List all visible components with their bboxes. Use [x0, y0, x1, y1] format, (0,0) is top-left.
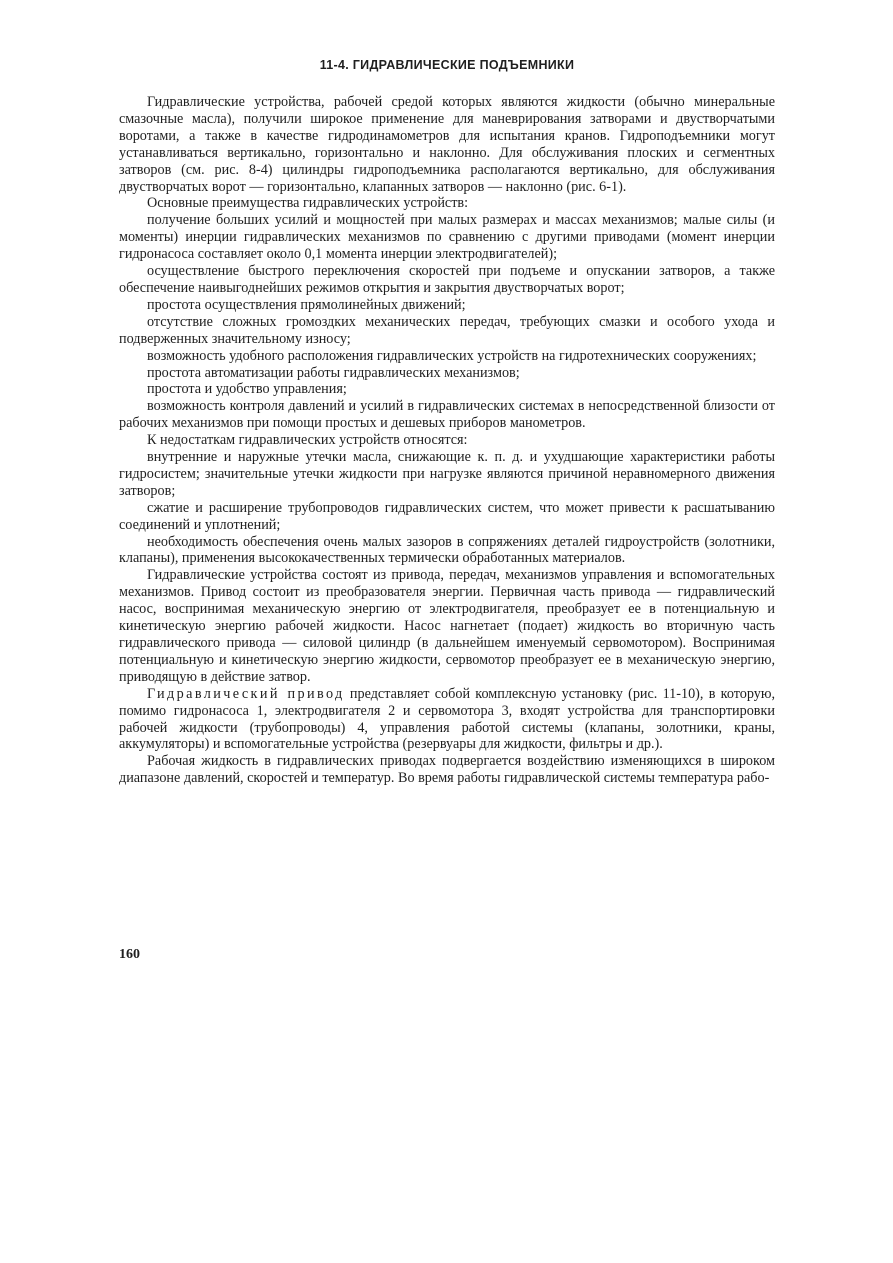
drive-paragraph-text: представляет собой комплексную установку (рис. 11-10), в которую, помимо гидронасоса 1, электродвигателя 2 и сервомотора 3, входят устройства для транспортировки рабочей жидкости (трубопроводы) 4, управления работой системы (клапаны, золотники, краны, аккумуляторы) и вспомогательные устройства (резервуары для жидкости, фильтры и др.). [119, 685, 775, 753]
paragraph: Основные преимущества гидравлических устройств: [147, 195, 469, 212]
list-item: сжатие и расширение трубопроводов гидравлических систем, что может привести к расшатыванию соединений и уплотнений; [119, 499, 775, 533]
list-item: получение больших усилий и мощностей при малых размерах и массах механизмов; малые силы (и моменты) инерции гидравлических механизмов по сравнению с другими приводами (момент инерции гидронасоса составляет около 0,1 момента инерции электродвигателей); [119, 212, 775, 263]
page-number: 160 [119, 947, 140, 962]
drive-paragraph [119, 686, 775, 754]
paragraph: Гидравлические устройства состоят из привода, передач, механизмов управления и вспомогательных механизмов. Привод состоит из преобразователя энергии. Первичная часть привода — гидравлический насос, воспринимая механическую энергию от электродвигателя, преобразует ее в потенциальную и кинетическую энергию рабочей жидкости. Насос нагнетает (подает) жидкость во вторичную часть гидравлического привода — силовой цилиндр (в дальнейшем именуемый сервомотором). Воспринимая потенциальную и кинетическую энергию жидкости, сервомотор преобразует ее в механическую энергию, приводящую в действие затвор. [119, 567, 775, 685]
section-heading: 11-4. ГИДРАВЛИЧЕСКИЕ ПОДЪЕМНИКИ [319, 58, 575, 72]
paragraph: Гидравлические устройства, рабочей средой которых являются жидкости (обычно минеральные смазочные масла), получили широкое применение для маневрирования затворами и двустворчатыми воротами, а также в качестве гидродинамометров для испытания кранов. Гидроподъемники могут устанавливаться вертикально, горизонтально и наклонно. Для обслуживания плоских и сегментных затворов (см. рис. 8-4) цилиндры гидроподъемника располагаются вертикально, для обслуживания двустворчатых ворот — горизонтально, клапанных затворов — наклонно (рис. 6-1). [119, 94, 775, 195]
paragraph: Рабочая жидкость в гидравлических приводах подвергается воздействию изменяющихся в широком диапазоне давлений, скоростей и температур. Во время работы гидравлической системы температура рабо- [119, 753, 775, 787]
list-item: внутренние и наружные утечки масла, снижающие к. п. д. и ухудшающие характеристики работы гидросистем; значительные утечки жидкости при нагрузке являются причиной неравномерного движения затворов; [119, 449, 775, 499]
list-item: отсутствие сложных громоздких механических передач, требующих смазки и особого ухода и подверженных значительному износу; [119, 313, 775, 347]
list-item: необходимость обеспечения очень малых зазоров в сопряжениях деталей гидроустройств (золотники, клапаны), применения высококачественных термически обработанных материалов. [119, 533, 775, 567]
list-item: осуществление быстрого переключения скоростей при подъеме и опускании затворов, а также обеспечение наивыгоднейших режимов открытия и закрытия двустворчатых ворот; [119, 263, 775, 296]
paragraph: К недостаткам гидравлических устройств относятся: [147, 432, 468, 449]
body-text [119, 94, 775, 787]
spaced-term: Гидравлический привод [147, 685, 345, 702]
list-item: простота осуществления прямолинейных движений; [147, 296, 466, 313]
list-item: возможность контроля давлений и усилий в гидравлических системах в непосредственной близости от рабочих механизмов при помощи простых и дешевых приборов манометров. [119, 398, 775, 432]
list-item: простота и удобство управления; [147, 381, 347, 398]
list-item: простота автоматизации работы гидравлических механизмов; [147, 364, 520, 381]
list-item: возможность удобного расположения гидравлических устройств на гидротехнических сооружениях; [147, 347, 757, 364]
